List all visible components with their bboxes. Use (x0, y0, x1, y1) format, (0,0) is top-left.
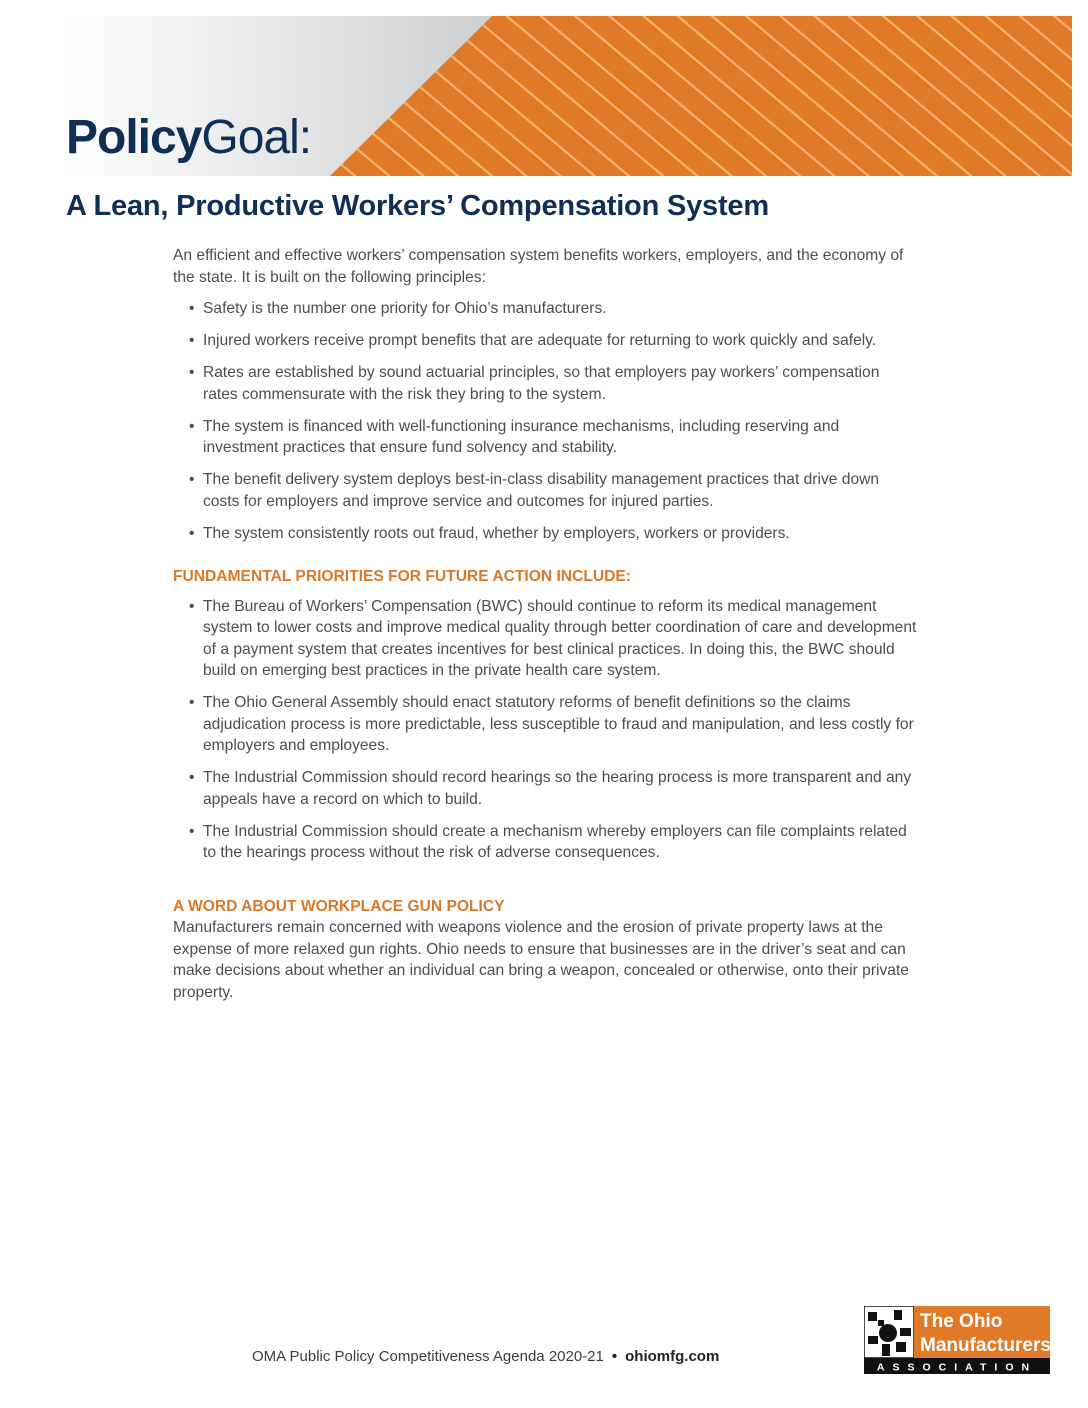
list-item: • The system consistently roots out fraud, whether by employers, workers or providers. (189, 523, 918, 545)
bullet-icon: • (189, 597, 195, 615)
list-item: • Rates are established by sound actuarial principles, so that employers pay workers’ compensation rates commensurate with the risk they bring to the system. (189, 364, 880, 403)
list-item: • Injured workers receive prompt benefits that are adequate for returning to work quickly and safely. (189, 330, 918, 352)
gun-policy-paragraph: Manufacturers remain concerned with weapons violence and the erosion of private property laws at the expense of more relaxed gun rights. Ohio needs to ensure that businesses are in the driver’s seat and can make decisions about whether an individual can bring a weapon, concealed or otherwise, onto their private property. (173, 919, 909, 1001)
intro-paragraph: An efficient and effective workers’ compensation system benefits workers, employers, and the economy of the state. It is built on the following principles: (173, 247, 904, 286)
priorities-list (189, 596, 918, 864)
list-item: • The benefit delivery system deploys best-in-class disability management practices that drive down costs for employers and improve service and outcomes for injured parties. (189, 471, 880, 510)
footer (252, 1348, 719, 1365)
bullet-icon: • (189, 524, 195, 542)
list-item: • The Bureau of Workers’ Compensation (BWC) should continue to reform its medical management system to lower costs and improve medical quality through better coordination of care and development of a payment system that creates incentives for best clinical practices. In doing this, the BWC should build on emerging best practices in the private health care system. (189, 597, 917, 679)
oma-logo-graphic (864, 1306, 1052, 1376)
bullet-icon: • (189, 769, 195, 786)
bullet-icon: • (189, 332, 195, 349)
page-title (66, 110, 311, 166)
bullet-icon: • (189, 694, 195, 711)
principles-list (189, 298, 918, 544)
footer-agenda: OMA Public Policy Competitiveness Agenda 2020-21 (252, 1348, 604, 1365)
gun-policy-heading: A WORD ABOUT WORKPLACE GUN POLICY (173, 897, 505, 915)
logo-line1: The Ohio (920, 1311, 1003, 1332)
footer-separator: • (611, 1348, 618, 1365)
title-goal: Goal: (201, 111, 312, 164)
list-item: • The Ohio General Assembly should enact statutory reforms of benefit definitions so the claims adjudication process is more predictable, less susceptible to fraud and manipulation, and less costly for employers and employees. (189, 694, 914, 754)
bullet-icon: • (189, 471, 195, 488)
list-item: • The Industrial Commission should record hearings so the hearing process is more transparent and any appeals have a record on which to build. (189, 769, 912, 808)
bullet-icon: • (189, 822, 195, 840)
list-item: • The Industrial Commission should create a mechanism whereby employers can file complaints related to the hearings process without the risk of adverse consequences. (189, 822, 907, 861)
list-item: • The system is financed with well-functioning insurance mechanisms, including reserving and investment practices that ensure fund solvency and stability. (189, 417, 840, 456)
main-content (173, 245, 918, 1003)
list-item: • Safety is the number one priority for Ohio’s manufacturers. (189, 298, 918, 320)
title-policy: Policy (66, 111, 202, 164)
footer-website-link[interactable]: ohiomfg.com (625, 1348, 720, 1365)
oma-logo (864, 1306, 1052, 1376)
bullet-icon: • (189, 364, 195, 381)
logo-line2: Manufacturers’ (920, 1335, 1052, 1356)
logo-line3: ASSOCIATION (876, 1361, 1038, 1374)
bullet-icon: • (189, 417, 195, 435)
page-subtitle: A Lean, Productive Workers’ Compensation System (66, 190, 769, 222)
bullet-icon: • (189, 300, 195, 317)
priorities-heading: FUNDAMENTAL PRIORITIES FOR FUTURE ACTION INCLUDE: (173, 568, 631, 585)
